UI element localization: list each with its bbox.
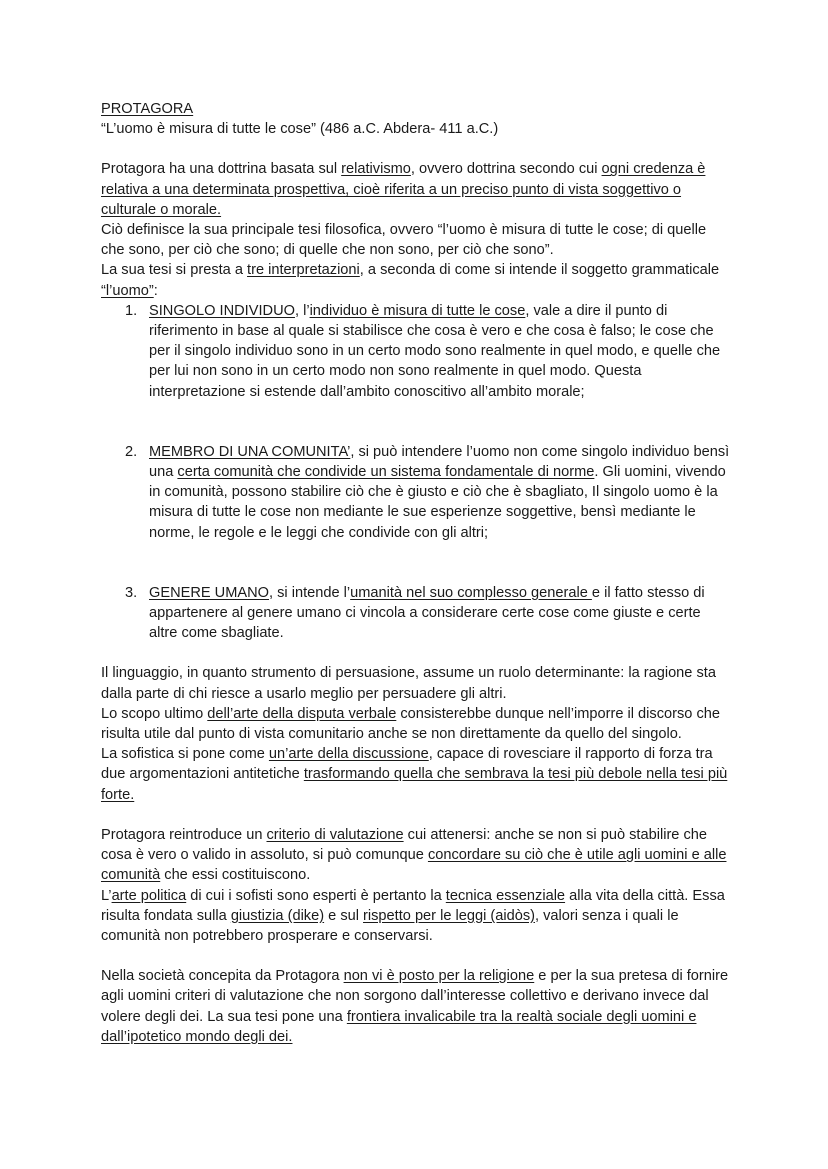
intro-paragraph-thesis: Ciò definisce la sua principale tesi filosofica, ovvero “l’uomo è misura di tutte le cose; di quelle che sono, per ciò che sono; di quelle che non sono, per ciò che sono”. — [101, 222, 707, 259]
criterion-paragraph-2: L’arte politica di cui i sofisti sono esperti è pertanto la tecnica essenziale alla vita della città. Essa risulta fondata sulla giustizia (dike) e sul rispetto per le leggi (aidòs), valori senza i quali le comunità non potrebbero prosperare e conservarsi. — [101, 887, 725, 944]
list-heading: MEMBRO DI UNA COMUNITA’ — [149, 443, 351, 460]
underlined-tre-interpretazioni: tre interpretazioni — [247, 262, 360, 279]
intro-paragraph-interpretations: La sua tesi si presta a tre interpretazioni, a seconda di come si intende il soggetto grammaticale “l’uomo”: — [101, 262, 720, 299]
list-number: 1. — [125, 302, 138, 319]
spacer — [101, 543, 731, 583]
list-item-membro-comunita: 2. MEMBRO DI UNA COMUNITA’, si può intendere l’uomo non come singolo individuo bensì una certa comunità che condivide un sistema fondamentale di norme. Gli uomini, vivendo in comunità, possono stabilire ciò che è giusto e ciò che è sbagliato, Il singolo uomo è la misura di tutte le cose non mediante le sue esperienze soggettive, bensì mediante le norme, le regole e le leggi che condivide con gli altri; — [125, 443, 730, 541]
underlined-religione: non vi è posto per la religione — [343, 968, 535, 985]
list-heading: GENERE UMANO — [149, 584, 270, 601]
list-number: 3. — [125, 584, 138, 601]
underlined-concordare: concordare su ciò che è utile agli uomini e alle comunità — [101, 847, 727, 884]
document-subtitle: “L’uomo è misura di tutte le cose” (486 a.C. Abdera- 411 a.C.) — [101, 121, 499, 138]
spacer — [101, 946, 731, 966]
underlined-luomo: “l’uomo” — [101, 282, 154, 299]
underlined-phrase: certa comunità che condivide un sistema fondamentale di norme — [177, 464, 595, 481]
underlined-arte-politica: arte politica — [111, 887, 187, 904]
language-paragraph-2: Lo scopo ultimo dell’arte della disputa verbale consisterebbe dunque nell’imporre il discorso che risulta utile dal punto di vista comunitario anche se non direttamente da quello del singolo. — [101, 705, 720, 743]
spacer — [101, 643, 731, 663]
list-item-genere-umano: 3. GENERE UMANO, si intende l’umanità nel suo complesso generale e il fatto stesso di appartenere al genere umano ci vincola a considerare certe cose come giuste e certe altre come sbagliate. — [125, 584, 705, 642]
intro-paragraph-relativism: Protagora ha una dottrina basata sul relativismo, ovvero dottrina secondo cui ogni credenza è relativa a una determinata prospettiva, cioè riferita a un preciso punto di vista soggettivo o culturale o morale. — [101, 161, 706, 218]
title-text: PROTAGORA — [101, 101, 194, 117]
list-item-singolo-individuo: 1. SINGOLO INDIVIDUO, l’individuo è misura di tutte le cose, vale a dire il punto di riferimento in base al quale si stabilisce che cosa è vero e che cosa è falso; le cose che per il singolo individuo sono in un certo modo sono realmente in quel modo, e quelle che per lui non sono in un certo modo non sono realmente in quel modo. Questa interpretazione si estende dall’ambito conoscitivo all’ambito morale; — [125, 302, 721, 400]
criterion-paragraph-1: Protagora reintroduce un criterio di valutazione cui attenersi: anche se non si può stabilire che cosa è vero o valido in assoluto, si può comunque concordare su ciò che è utile agli uomini e alle comunità che essi costituiscono. — [101, 826, 727, 884]
underlined-giustizia: giustizia (dike) — [230, 907, 325, 924]
underlined-arte-discussione: un’arte della discussione — [268, 746, 429, 763]
underlined-relativismo: relativismo — [341, 161, 411, 178]
underlined-tesi-debole: trasformando quella che sembrava la tesi più debole nella tesi più forte. — [101, 766, 728, 803]
spacer — [101, 402, 731, 442]
list-number: 2. — [125, 443, 138, 460]
spacer — [101, 805, 731, 825]
underlined-arte-disputa: dell’arte della disputa verbale — [207, 705, 397, 722]
language-paragraph-3: La sofistica si pone come un’arte della discussione, capace di rovesciare il rapporto di forza tra due argomentazioni antitetiche trasformando quella che sembrava la tesi più debole nella tesi più forte. — [101, 746, 728, 803]
list-heading: SINGOLO INDIVIDUO — [149, 302, 295, 319]
underlined-frontiera: frontiera invalicabile tra la realtà sociale degli uomini e dall’ipotetico mondo degli dei. — [101, 1008, 697, 1045]
spacer — [101, 139, 731, 159]
underlined-phrase: umanità nel suo complesso generale — [350, 584, 592, 601]
underlined-tecnica-essenziale: tecnica essenziale — [445, 887, 566, 904]
religion-paragraph: Nella società concepita da Protagora non vi è posto per la religione e per la sua pretesa di fornire agli uomini criteri di valutazione che non sorgono dall’interesse collettivo e derivano invece dal volere degli dei. La sua tesi pone una frontiera invalicabile tra la realtà sociale degli uomini e dall’ipotetico mondo degli dei. — [101, 968, 729, 1045]
underlined-phrase: individuo è misura di tutte le cose — [309, 302, 526, 319]
underlined-rispetto-leggi: rispetto per le leggi (aidòs) — [363, 907, 535, 924]
document-page — [101, 99, 731, 1047]
underlined-ogni-credenza: ogni credenza è relativa a una determinata prospettiva, cioè riferita a un preciso punto di vista soggettivo o culturale o morale. — [101, 161, 706, 218]
underlined-criterio: criterio di valutazione — [266, 826, 404, 843]
interpretations-list — [101, 301, 731, 644]
document-title — [101, 99, 731, 119]
language-paragraph-1: Il linguaggio, in quanto strumento di persuasione, assume un ruolo determinante: la ragione sta dalla parte di chi riesce a usarlo meglio per persuadere gli altri. — [101, 665, 716, 702]
